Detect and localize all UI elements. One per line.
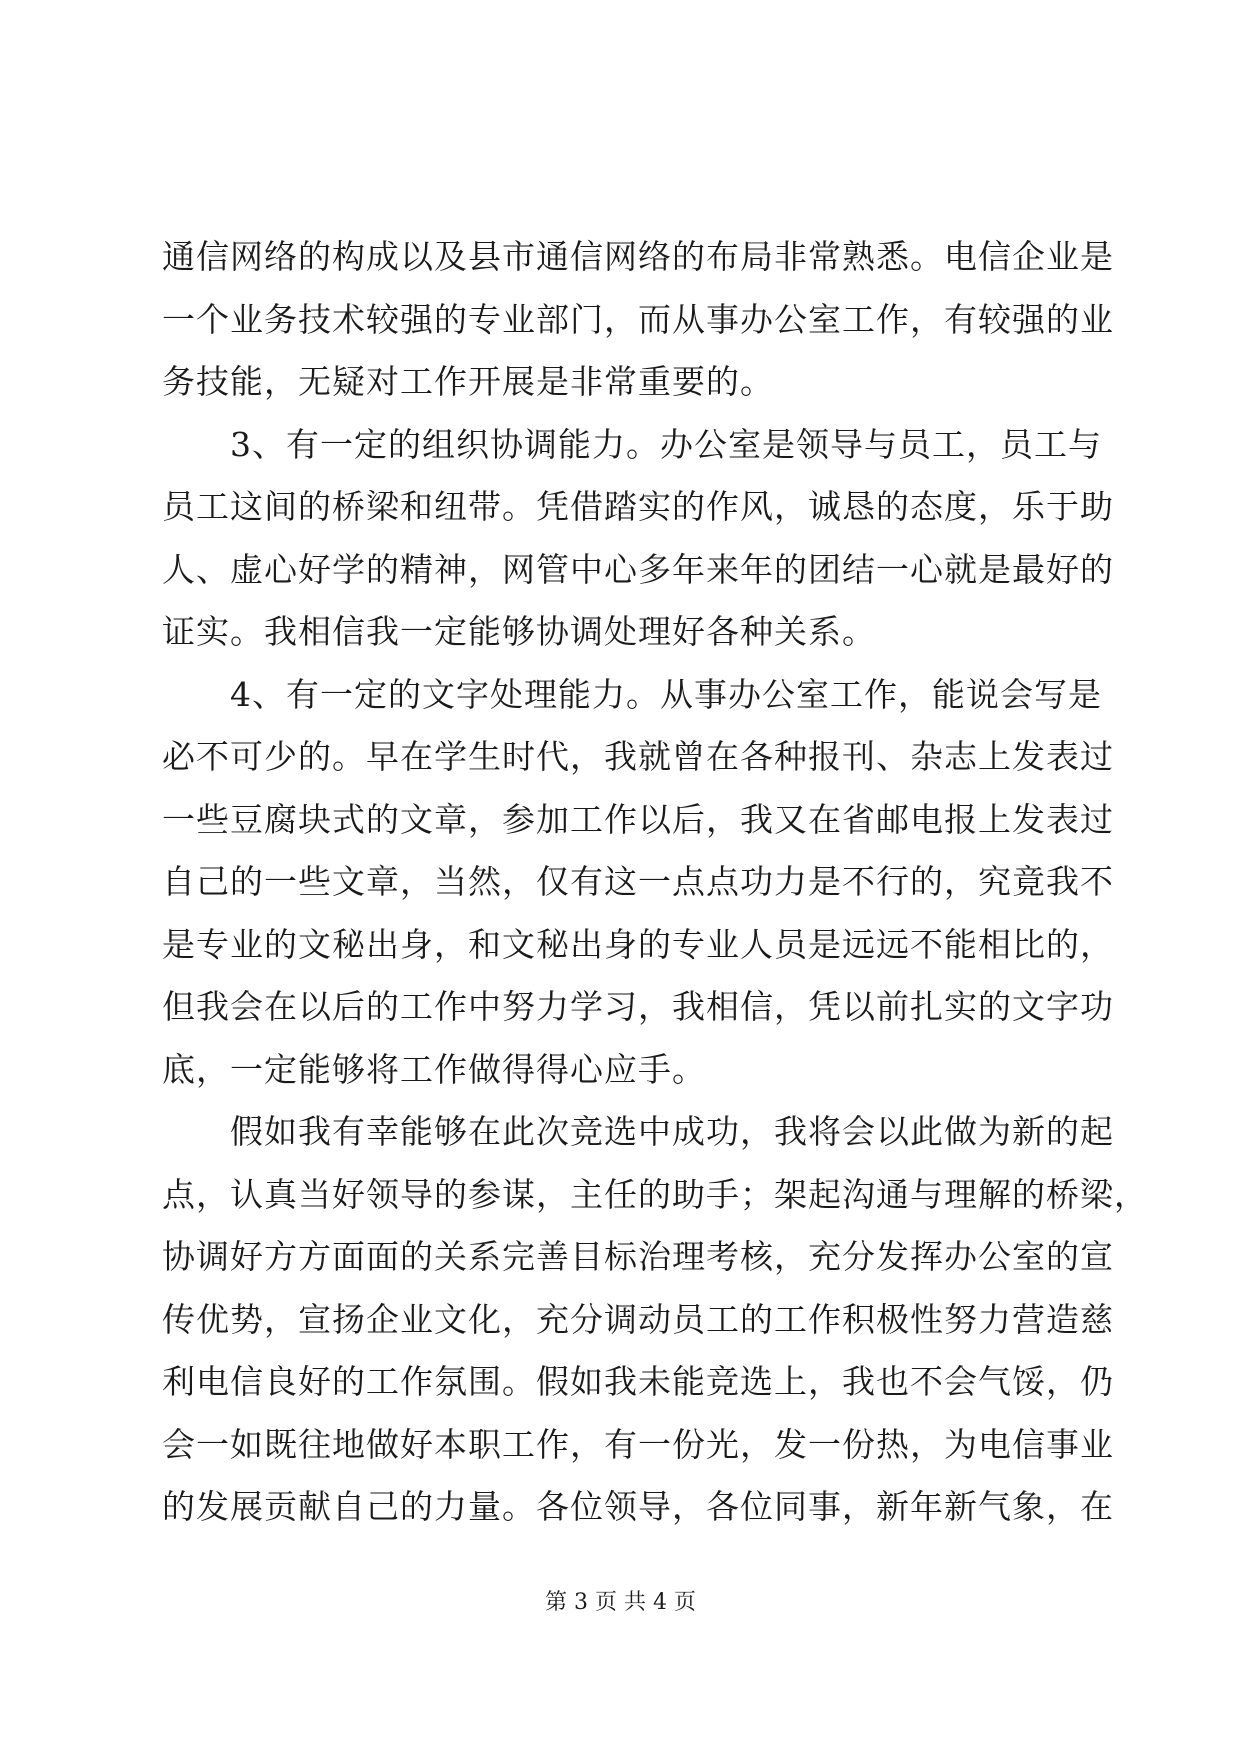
text-line: 的发展贡献自己的力量。各位领导，各位同事，新年新气象，在 bbox=[162, 1487, 1114, 1526]
paragraph-3 bbox=[162, 664, 1114, 1102]
text-line: 必不可少的。早在学生时代，我就曾在各种报刊、杂志上发表过 bbox=[162, 737, 1114, 776]
text-line: 会一如既往地做好本职工作，有一份光，发一份热，为电信事业 bbox=[162, 1424, 1114, 1464]
paragraph-2 bbox=[162, 414, 1114, 664]
text-line: 4、有一定的文字处理能力。从事办公室工作，能说会写是 bbox=[162, 674, 1102, 714]
text-line: 协调好方方面面的关系完善目标治理考核，充分发挥办公室的宣 bbox=[162, 1237, 1114, 1276]
text-line: 是专业的文秘出身，和文秘出身的专业人员是远远不能相比的， bbox=[162, 924, 1114, 964]
text-line: 但我会在以后的工作中努力学习，我相信，凭以前扎实的文字功 bbox=[162, 987, 1114, 1026]
text-line: 点，认真当好领导的参谋，主任的助手；架起沟通与理解的桥梁， bbox=[162, 1174, 1148, 1214]
paragraph-4 bbox=[162, 1101, 1148, 1539]
text-line: 一个业务技术较强的专业部门，而从事办公室工作，有较强的业 bbox=[162, 299, 1114, 339]
text-line: 传优势，宣扬企业文化，充分调动员工的工作积极性努力营造慈 bbox=[162, 1299, 1114, 1339]
paragraph-1 bbox=[162, 226, 1114, 414]
text-line: 利电信良好的工作氛围。假如我未能竞选上，我也不会气馁，仍 bbox=[162, 1362, 1114, 1401]
text-line: 通信网络的构成以及县市通信网络的布局非常熟悉。电信企业是 bbox=[162, 237, 1114, 276]
page-number-footer: 第 3 页 共 4 页 bbox=[545, 1590, 696, 1615]
text-line: 员工这间的桥梁和纽带。凭借踏实的作风，诚恳的态度，乐于助 bbox=[162, 487, 1114, 526]
text-line: 底，一定能够将工作做得得心应手。 bbox=[162, 1049, 706, 1089]
text-line: 务技能，无疑对工作开展是非常重要的。 bbox=[162, 362, 774, 401]
text-line: 人、虚心好学的精神，网管中心多年来年的团结一心就是最好的 bbox=[162, 549, 1114, 589]
text-line: 证实。我相信我一定能够协调处理好各种关系。 bbox=[162, 612, 876, 651]
text-line: 自己的一些文章，当然，仅有这一点点功力是不行的，究竟我不 bbox=[162, 862, 1114, 901]
text-line: 假如我有幸能够在此次竞选中成功，我将会以此做为新的起 bbox=[162, 1112, 1114, 1151]
text-line: 一些豆腐块式的文章，参加工作以后，我又在省邮电报上发表过 bbox=[162, 799, 1114, 839]
text-line: 3、有一定的组织协调能力。办公室是领导与员工，员工与 bbox=[162, 424, 1102, 464]
document-body bbox=[162, 226, 1148, 1539]
